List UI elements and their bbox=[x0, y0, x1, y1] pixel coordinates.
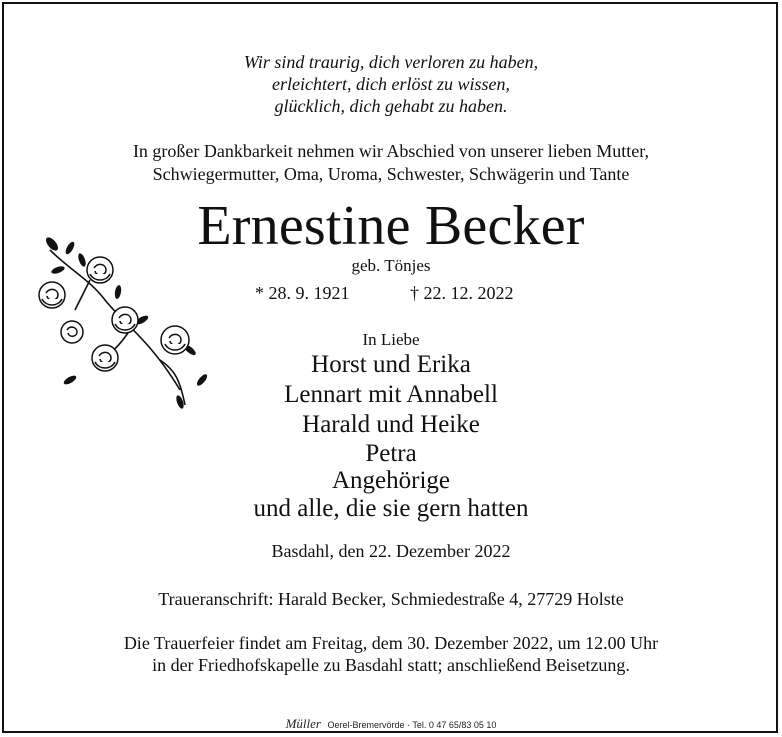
ceremony-line-2: in der Friedhofskapelle zu Basdahl statt; anschließend Beisetzung. bbox=[152, 655, 630, 675]
mourner-line: Harald und Heike bbox=[302, 411, 480, 438]
mourner-line: und alle, die sie gern hatten bbox=[253, 495, 529, 522]
poem-line-3: glücklich, dich gehabt zu haben. bbox=[274, 96, 508, 116]
intro-line-2: Schwiegermutter, Oma, Uroma, Schwester, Schwägerin und Tante bbox=[152, 164, 630, 184]
poem-line-1: Wir sind traurig, dich verloren zu haben, bbox=[243, 52, 539, 72]
intro-line-1: In großer Dankbarkeit nehmen wir Abschied von unserer lieben Mutter, bbox=[132, 141, 650, 161]
maiden-name: geb. Tönjes bbox=[351, 256, 431, 275]
deceased-name: Ernestine Becker bbox=[197, 195, 585, 257]
mourner-line: Horst und Erika bbox=[311, 351, 471, 378]
publisher-contact: Oerel-Bremervörde · Tel. 0 47 65/83 05 10 bbox=[327, 720, 497, 730]
birth-date: * 28. 9. 1921 bbox=[255, 283, 350, 303]
publisher-signature: Müller bbox=[285, 716, 321, 731]
mourner-line: Lennart mit Annabell bbox=[284, 381, 498, 408]
life-dates bbox=[0, 283, 782, 307]
publisher-footer bbox=[0, 716, 782, 732]
death-date: † 22. 12. 2022 bbox=[410, 283, 514, 303]
mourner-line: Petra bbox=[365, 440, 417, 467]
place-date: Basdahl, den 22. Dezember 2022 bbox=[271, 541, 511, 561]
mourning-address: Traueranschrift: Harald Becker, Schmiedestraße 4, 27729 Holste bbox=[158, 589, 624, 609]
poem-line-2: erleichtert, dich erlöst zu wissen, bbox=[272, 74, 510, 94]
ceremony-line-1: Die Trauerfeier findet am Freitag, dem 30. Dezember 2022, um 12.00 Uhr bbox=[123, 633, 659, 653]
mourners-heading: In Liebe bbox=[362, 330, 420, 349]
mourner-line: Angehörige bbox=[331, 467, 451, 494]
